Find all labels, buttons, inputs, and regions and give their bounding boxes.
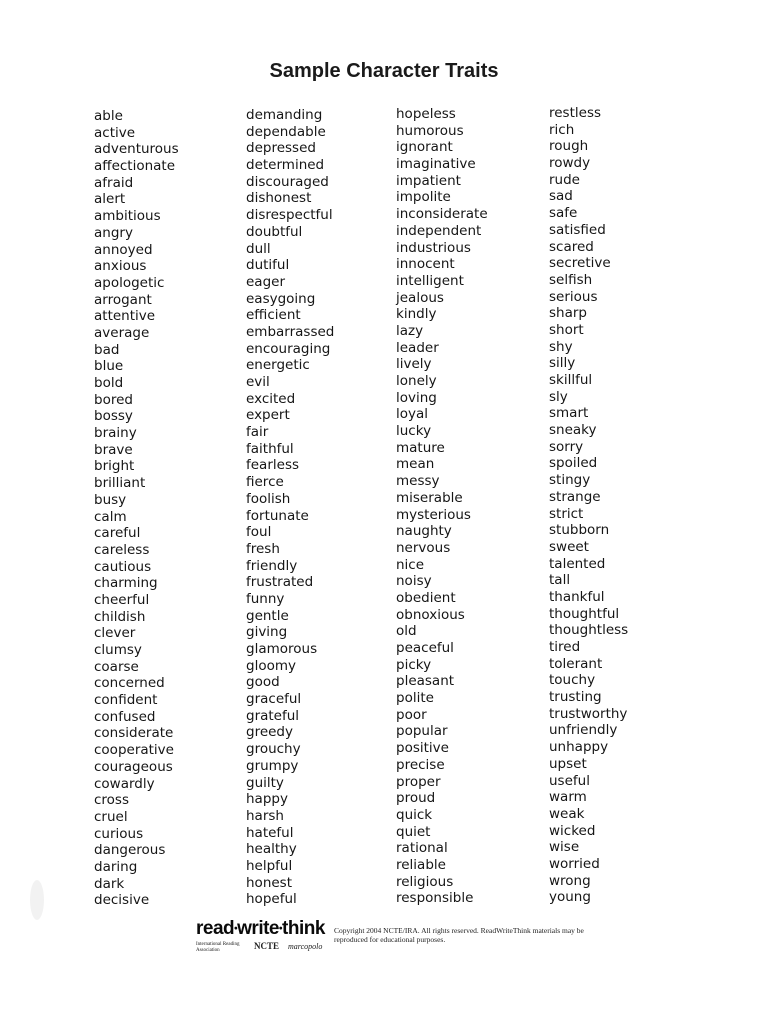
- trait-word: thoughtless: [549, 622, 629, 639]
- trait-word: energetic: [246, 357, 310, 374]
- trait-column-1: [94, 108, 179, 909]
- trait-word: attentive: [94, 308, 156, 325]
- trait-word: silly: [549, 355, 576, 372]
- trait-word: sly: [549, 388, 568, 405]
- trait-word: harsh: [246, 807, 284, 824]
- trait-word: rough: [549, 138, 589, 155]
- trait-word: fair: [246, 424, 269, 441]
- trait-word: responsible: [396, 890, 474, 907]
- trait-word: quick: [396, 806, 433, 823]
- trait-word: giving: [246, 624, 288, 641]
- trait-word: clumsy: [94, 642, 142, 658]
- trait-word: obnoxious: [396, 606, 465, 623]
- partner-ncte: NCTE: [254, 941, 280, 951]
- trait-word: safe: [549, 205, 578, 222]
- trait-word: bored: [94, 391, 133, 408]
- trait-word: warm: [549, 789, 587, 806]
- trait-word: imaginative: [396, 156, 476, 173]
- trait-word: popular: [396, 723, 448, 740]
- trait-word: unhappy: [549, 739, 609, 756]
- trait-word: selfish: [549, 271, 593, 288]
- trait-word: positive: [396, 740, 449, 757]
- trait-word: nervous: [396, 539, 451, 556]
- trait-word: serious: [549, 288, 598, 305]
- trait-word: tolerant: [549, 655, 603, 672]
- partner-marcopolo: marcopolo: [288, 942, 323, 951]
- trait-word: precise: [396, 756, 445, 773]
- trait-word: weak: [549, 805, 585, 822]
- trait-word: discouraged: [246, 173, 329, 190]
- trait-word: rowdy: [549, 155, 591, 172]
- trait-word: polite: [396, 690, 434, 707]
- trait-word: quiet: [396, 823, 431, 840]
- logo-word-read: read: [196, 918, 235, 939]
- trait-word: graceful: [246, 691, 302, 708]
- trait-word: talented: [549, 555, 606, 572]
- trait-word: guilty: [246, 774, 284, 791]
- trait-word: nice: [396, 556, 425, 573]
- trait-word: anxious: [94, 258, 147, 275]
- trait-word: bold: [94, 375, 124, 391]
- trait-word: careful: [94, 525, 141, 542]
- trait-word: inconsiderate: [396, 206, 488, 223]
- trait-word: naughty: [396, 523, 452, 540]
- trait-word: worried: [549, 855, 600, 872]
- trait-word: grateful: [246, 707, 300, 724]
- trait-word: trusting: [549, 689, 602, 706]
- trait-word: confident: [94, 692, 158, 709]
- trait-word: obedient: [396, 589, 456, 606]
- trait-word: rude: [549, 171, 580, 188]
- trait-word: lucky: [396, 423, 432, 440]
- trait-word: cautious: [94, 558, 152, 575]
- trait-word: clever: [94, 625, 136, 642]
- trait-word: easygoing: [246, 290, 316, 307]
- logo-word-write: write: [237, 918, 280, 939]
- trait-word: childish: [94, 608, 146, 625]
- trait-word: dependable: [246, 123, 326, 140]
- trait-word: impatient: [396, 172, 461, 189]
- trait-word: sneaky: [549, 422, 597, 439]
- trait-word: intelligent: [396, 272, 464, 289]
- trait-word: honest: [246, 874, 293, 891]
- trait-word: smart: [549, 405, 589, 422]
- trait-word: charming: [94, 575, 158, 592]
- trait-word: fierce: [246, 474, 284, 491]
- trait-word: considerate: [94, 725, 174, 742]
- trait-column-2: [246, 107, 334, 908]
- trait-word: satisfied: [549, 221, 606, 238]
- trait-word: sorry: [549, 438, 584, 455]
- trait-word: brilliant: [94, 475, 146, 492]
- trait-word: stingy: [549, 472, 591, 489]
- trait-word: active: [94, 124, 136, 141]
- trait-word: healthy: [246, 841, 297, 858]
- trait-word: good: [246, 674, 280, 691]
- trait-word: upset: [549, 755, 587, 772]
- trait-word: arrogant: [94, 291, 152, 308]
- trait-word: picky: [396, 656, 432, 673]
- logo-wordmark: [196, 918, 325, 940]
- trait-word: useful: [549, 772, 590, 789]
- trait-word: pleasant: [396, 673, 455, 690]
- trait-word: average: [94, 324, 150, 341]
- trait-word: miserable: [396, 489, 463, 506]
- readwritethink-logo: [196, 918, 328, 958]
- trait-word: evil: [246, 374, 270, 390]
- trait-word: bossy: [94, 408, 133, 425]
- trait-word: funny: [246, 590, 285, 607]
- trait-word: strict: [549, 505, 584, 522]
- trait-word: depressed: [246, 140, 316, 157]
- trait-word: able: [94, 108, 123, 124]
- logo-dot-icon: •: [279, 923, 283, 935]
- trait-word: wise: [549, 839, 580, 856]
- trait-word: gloomy: [246, 657, 296, 674]
- trait-word: loyal: [396, 406, 429, 423]
- trait-word: happy: [246, 791, 288, 808]
- trait-word: unfriendly: [549, 722, 618, 739]
- trait-word: ambitious: [94, 208, 161, 225]
- trait-word: brainy: [94, 425, 137, 442]
- trait-word: bad: [94, 341, 120, 358]
- trait-word: lively: [396, 356, 432, 373]
- trait-word: expert: [246, 407, 290, 424]
- trait-word: mature: [396, 439, 445, 456]
- trait-word: hopeless: [396, 106, 456, 122]
- trait-word: dangerous: [94, 842, 166, 859]
- trait-word: adventurous: [94, 141, 179, 158]
- trait-word: young: [549, 889, 591, 906]
- trait-word: hateful: [246, 824, 294, 841]
- trait-word: poor: [396, 706, 427, 723]
- trait-column-3: [396, 106, 488, 907]
- trait-word: afraid: [94, 174, 134, 191]
- logo-word-think: think: [282, 918, 325, 939]
- trait-word: reliable: [396, 856, 446, 873]
- trait-word: frustrated: [246, 574, 314, 591]
- trait-word: rich: [549, 121, 575, 138]
- trait-word: concerned: [94, 675, 165, 692]
- trait-word: proper: [396, 773, 441, 790]
- trait-word: bright: [94, 458, 135, 475]
- trait-word: greedy: [246, 724, 293, 741]
- trait-word: friendly: [246, 557, 298, 574]
- trait-word: annoyed: [94, 241, 153, 258]
- trait-word: brave: [94, 441, 133, 458]
- trait-word: coarse: [94, 658, 139, 675]
- trait-word: lazy: [396, 322, 424, 339]
- trait-word: cowardly: [94, 775, 155, 792]
- trait-word: industrious: [396, 239, 471, 256]
- trait-word: secretive: [549, 255, 611, 272]
- trait-word: sad: [549, 188, 573, 205]
- trait-word: sharp: [549, 305, 587, 322]
- trait-word: independent: [396, 222, 482, 239]
- trait-word: jealous: [396, 289, 444, 306]
- trait-word: confused: [94, 708, 156, 725]
- trait-word: foolish: [246, 490, 291, 507]
- logo-dot-icon: •: [234, 923, 238, 935]
- trait-word: thankful: [549, 588, 605, 605]
- trait-word: efficient: [246, 307, 301, 324]
- partner-ira: International Reading Association: [196, 942, 240, 953]
- trait-word: foul: [246, 524, 272, 541]
- trait-word: stubborn: [549, 522, 610, 539]
- trait-word: glamorous: [246, 641, 318, 657]
- trait-word: busy: [94, 491, 127, 508]
- trait-word: cruel: [94, 808, 128, 825]
- trait-word: ignorant: [396, 139, 453, 156]
- trait-word: old: [396, 623, 417, 640]
- trait-word: spoiled: [549, 455, 598, 472]
- scan-mark: [30, 880, 44, 920]
- trait-word: short: [549, 321, 584, 338]
- trait-word: religious: [396, 873, 454, 890]
- trait-word: doubtful: [246, 223, 303, 240]
- trait-word: apologetic: [94, 274, 165, 291]
- trait-word: courageous: [94, 758, 173, 775]
- trait-word: cross: [94, 792, 130, 809]
- trait-word: encouraging: [246, 340, 331, 357]
- trait-word: demanding: [246, 107, 323, 123]
- trait-word: daring: [94, 858, 138, 875]
- trait-word: grouchy: [246, 741, 301, 758]
- page-title: Sample Character Traits: [269, 60, 499, 82]
- trait-word: dishonest: [246, 190, 312, 207]
- trait-word: faithful: [246, 440, 294, 457]
- trait-word: restless: [549, 105, 602, 121]
- trait-word: shy: [549, 338, 573, 355]
- trait-word: hopeful: [246, 891, 297, 908]
- trait-word: wrong: [549, 872, 591, 889]
- trait-word: noisy: [396, 573, 432, 590]
- trait-word: fresh: [246, 540, 280, 557]
- trait-word: embarrassed: [246, 323, 335, 340]
- trait-word: disrespectful: [246, 207, 333, 224]
- trait-word: cooperative: [94, 742, 174, 759]
- trait-word: wicked: [549, 822, 596, 839]
- trait-word: affectionate: [94, 158, 176, 175]
- trait-word: proud: [396, 790, 436, 807]
- trait-word: loving: [396, 389, 437, 406]
- trait-word: dark: [94, 875, 125, 892]
- trait-word: trustworthy: [549, 705, 628, 722]
- trait-word: tall: [549, 572, 571, 589]
- trait-word: kindly: [396, 306, 437, 323]
- trait-word: peaceful: [396, 640, 454, 656]
- trait-word: decisive: [94, 892, 150, 909]
- trait-word: thoughtful: [549, 605, 620, 622]
- trait-word: mean: [396, 456, 435, 473]
- trait-word: skillful: [549, 372, 593, 388]
- trait-word: grumpy: [246, 757, 299, 774]
- trait-word: scared: [549, 238, 594, 255]
- trait-word: gentle: [246, 607, 289, 624]
- trait-word: touchy: [549, 672, 596, 689]
- trait-word: fearless: [246, 457, 300, 474]
- trait-word: strange: [549, 488, 601, 505]
- trait-word: careless: [94, 541, 150, 558]
- trait-word: curious: [94, 825, 144, 842]
- footer: [196, 918, 616, 958]
- trait-word: mysterious: [396, 506, 471, 523]
- trait-word: lonely: [396, 373, 437, 389]
- trait-word: helpful: [246, 857, 293, 874]
- trait-word: tired: [549, 639, 581, 655]
- trait-word: messy: [396, 473, 440, 490]
- trait-word: rational: [396, 840, 448, 857]
- trait-word: fortunate: [246, 507, 309, 524]
- trait-word: blue: [94, 358, 124, 375]
- trait-column-4: [549, 105, 628, 906]
- trait-word: angry: [94, 224, 133, 241]
- copyright-notice: Copyright 2004 NCTE/IRA. All rights reserved. ReadWriteThink materials may be reproduced for educational purposes.: [334, 926, 584, 944]
- trait-word: cheerful: [94, 591, 150, 608]
- trait-word: determined: [246, 157, 325, 174]
- trait-word: impolite: [396, 189, 451, 206]
- trait-word: innocent: [396, 256, 455, 273]
- trait-word: calm: [94, 508, 127, 525]
- trait-word: dutiful: [246, 257, 290, 274]
- trait-word: excited: [246, 390, 296, 407]
- trait-word: sweet: [549, 538, 589, 555]
- trait-word: alert: [94, 191, 126, 208]
- trait-word: eager: [246, 273, 286, 290]
- trait-word: dull: [246, 240, 271, 257]
- trait-word: leader: [396, 339, 439, 356]
- trait-word: humorous: [396, 122, 464, 139]
